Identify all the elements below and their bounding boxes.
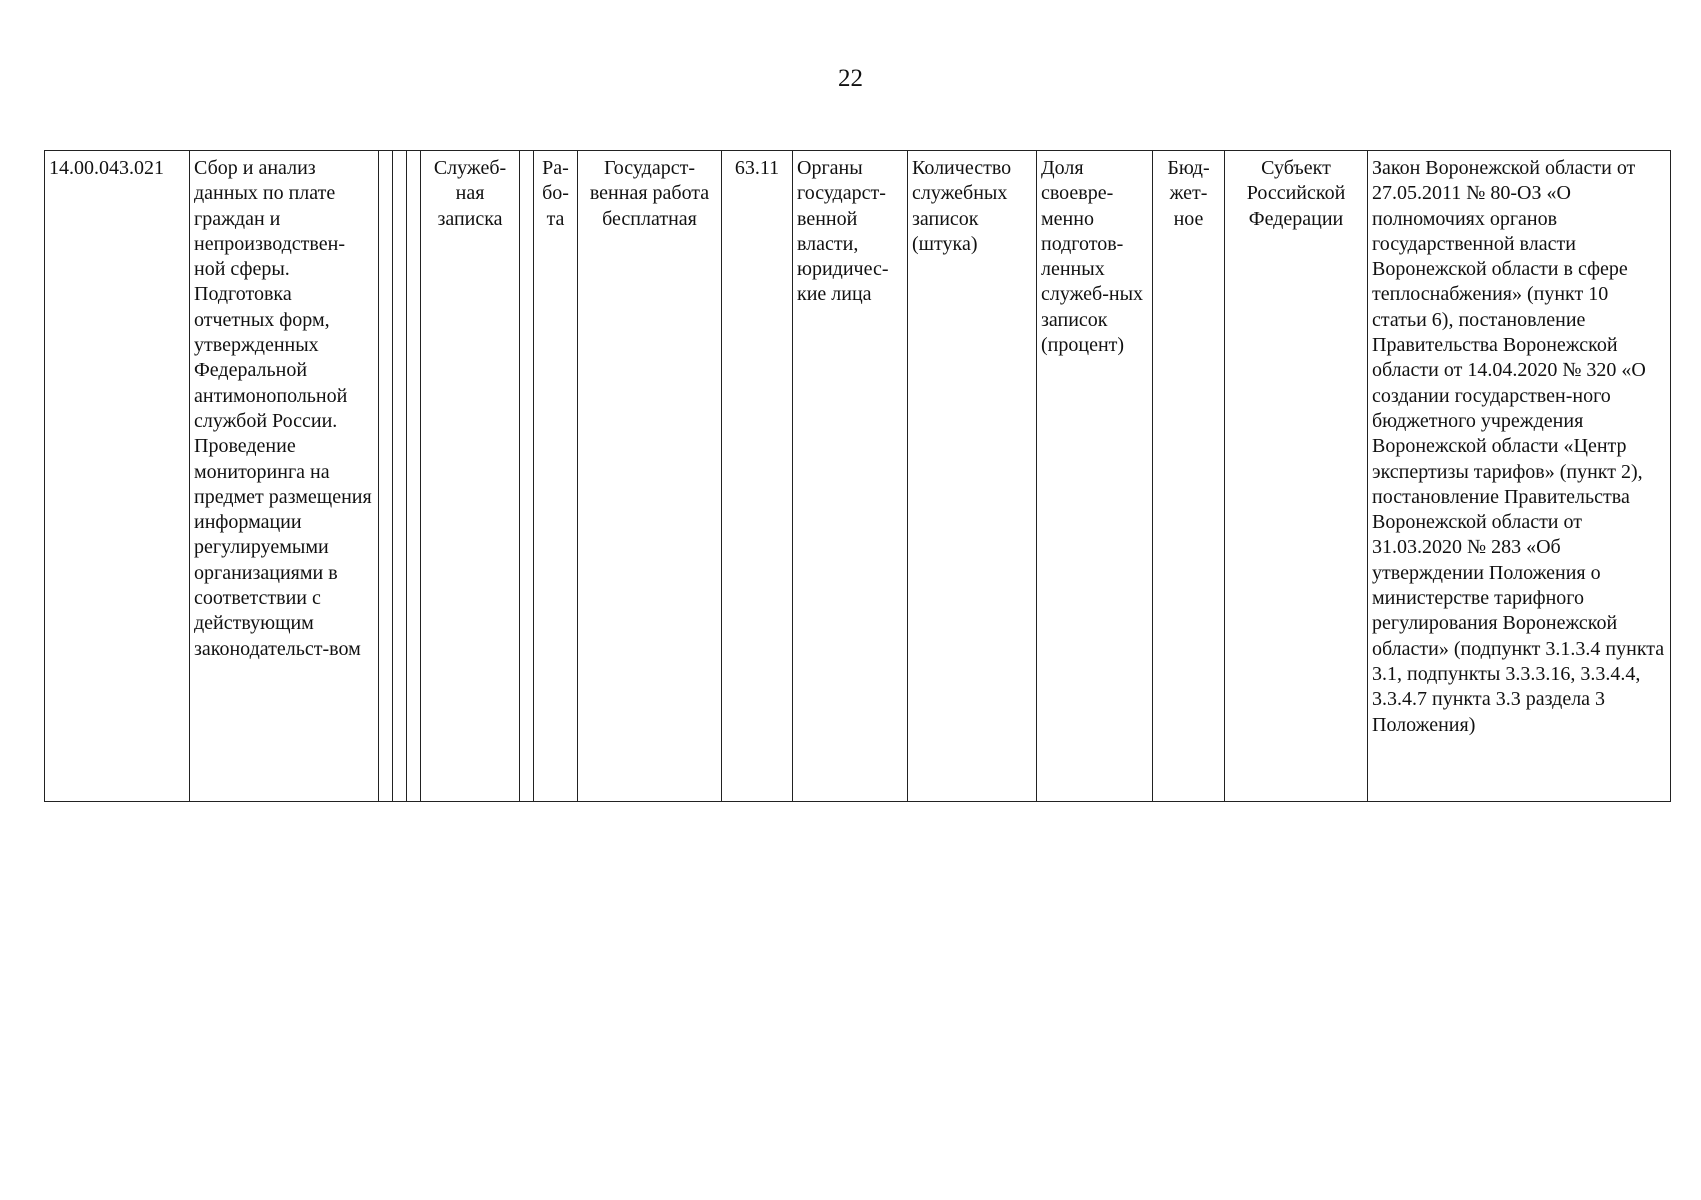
level-cell: Субъект Российской Федерации [1225,151,1368,802]
service-type-cell: Ра-бо-та [534,151,578,802]
table-row [45,151,1671,802]
consumers-cell: Органы государст-венной власти, юридичес-кие лица [793,151,908,802]
work-code-cell: 14.00.043.021 [45,151,190,802]
registry-table [44,150,1671,802]
okved-cell: 63.11 [722,151,793,802]
empty-cell [379,151,393,802]
quality-indicator-cell: Доля своевре-менно подготов-ленных служеб-ных записок (процент) [1037,151,1153,802]
empty-cell [520,151,534,802]
basis-cell: Государст-венная работа бесплатная [578,151,722,802]
legal-basis-cell: Закон Воронежской области от 27.05.2011 № 80-ОЗ «О полномочиях органов государственной власти Воронежской области в сфере теплоснабжения» (пункт 10 статьи 6), постановление Правительства Воронежской области от 14.04.2020 № 320 «О создании государствен-ного бюджетного учреждения Воронежской области «Центр экспертизы тарифов» (пункт 2), постановление Правительства Воронежской области от 31.03.2020 № 283 «Об утверждении Положения о министерстве тарифного регулирования Воронежской области» (подпункт 3.1.3.4 пункта 3.1, подпункты 3.3.3.16, 3.3.4.4, 3.3.4.7 пункта 3.3 раздела 3 Положения) [1368,151,1671,802]
financing-cell: Бюд-жет-ное [1153,151,1225,802]
page-number: 22 [838,65,863,92]
empty-cell [407,151,421,802]
result-form-cell: Служеб-ная записка [421,151,520,802]
empty-cell [393,151,407,802]
volume-indicator-cell: Количество служебных записок (штука) [908,151,1037,802]
work-content-cell: Сбор и анализ данных по плате граждан и непроизводствен-ной сферы. Подготовка отчетных форм, утвержденных Федеральной антимонопольной службой России. Проведение мониторинга на предмет размещения информации регулируемыми организациями в соответствии с действующим законодательст-вом [190,151,379,802]
